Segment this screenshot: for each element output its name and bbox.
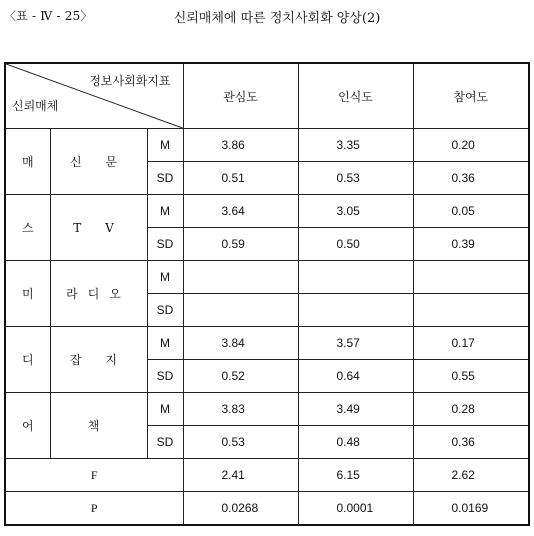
value-cell: 0.28 <box>413 393 529 426</box>
value-cell: 0.53 <box>298 162 413 195</box>
value-cell: 0.55 <box>413 360 529 393</box>
media-name-cell: 신 문 <box>50 129 147 195</box>
table-row <box>5 195 529 228</box>
value-cell: 0.59 <box>183 228 298 261</box>
group-label-char: 디 <box>5 327 50 393</box>
value-cell <box>183 261 298 294</box>
value-cell: 3.84 <box>183 327 298 360</box>
footer-value-cell: 0.0001 <box>298 492 413 526</box>
value-cell: 3.86 <box>183 129 298 162</box>
value-cell: 0.64 <box>298 360 413 393</box>
group-label-char: 어 <box>5 393 50 459</box>
table-row <box>5 261 529 294</box>
table-row <box>5 393 529 426</box>
table-number-label: 〈표 - Ⅳ - 25〉 <box>4 9 93 23</box>
value-cell: 0.17 <box>413 327 529 360</box>
value-cell <box>298 294 413 327</box>
stat-label-cell: M <box>147 129 183 162</box>
value-cell: 0.52 <box>183 360 298 393</box>
footer-label-cell: F <box>5 459 183 492</box>
stat-label-cell: M <box>147 393 183 426</box>
stat-label-cell: M <box>147 327 183 360</box>
value-cell: 0.36 <box>413 426 529 459</box>
document-header <box>0 0 534 40</box>
corner-label-media: 신뢰매체 <box>12 99 59 113</box>
footer-row <box>5 492 529 526</box>
value-cell: 0.51 <box>183 162 298 195</box>
footer-value-cell: 0.0268 <box>183 492 298 526</box>
value-cell <box>298 261 413 294</box>
table-row <box>5 129 529 162</box>
group-label-char: 매 <box>5 129 50 195</box>
footer-row <box>5 459 529 492</box>
value-cell <box>183 294 298 327</box>
table-body <box>5 63 529 525</box>
column-header-awareness: 인식도 <box>298 63 413 129</box>
value-cell: 3.05 <box>298 195 413 228</box>
footer-value-cell: 2.62 <box>413 459 529 492</box>
footer-value-cell: 2.41 <box>183 459 298 492</box>
stat-label-cell: SD <box>147 426 183 459</box>
value-cell: 0.39 <box>413 228 529 261</box>
footer-label-cell: P <box>5 492 183 526</box>
group-label-char: 미 <box>5 261 50 327</box>
table-row <box>5 327 529 360</box>
value-cell: 3.64 <box>183 195 298 228</box>
value-cell: 3.83 <box>183 393 298 426</box>
value-cell: 0.53 <box>183 426 298 459</box>
value-cell <box>413 294 529 327</box>
value-cell: 0.50 <box>298 228 413 261</box>
corner-diagonal-cell <box>5 63 183 129</box>
media-name-cell: 라디오 <box>50 261 147 327</box>
stat-label-cell: SD <box>147 228 183 261</box>
statistics-table <box>4 62 530 526</box>
value-cell: 0.48 <box>298 426 413 459</box>
value-cell: 0.20 <box>413 129 529 162</box>
column-header-participation: 참여도 <box>413 63 529 129</box>
media-name-cell: 잡 지 <box>50 327 147 393</box>
footer-value-cell: 6.15 <box>298 459 413 492</box>
stat-label-cell: SD <box>147 294 183 327</box>
stat-label-cell: M <box>147 195 183 228</box>
value-cell: 3.35 <box>298 129 413 162</box>
value-cell <box>413 261 529 294</box>
value-cell: 0.36 <box>413 162 529 195</box>
value-cell: 3.49 <box>298 393 413 426</box>
value-cell: 0.05 <box>413 195 529 228</box>
media-name-cell: 책 <box>50 393 147 459</box>
stat-label-cell: SD <box>147 162 183 195</box>
group-label-char: 스 <box>5 195 50 261</box>
media-name-cell: T V <box>50 195 147 261</box>
corner-label-indicator: 정보사회화지표 <box>89 74 171 88</box>
footer-value-cell: 0.0169 <box>413 492 529 526</box>
column-header-interest: 관심도 <box>183 63 298 129</box>
stat-label-cell: SD <box>147 360 183 393</box>
value-cell: 3.57 <box>298 327 413 360</box>
header-row <box>5 63 529 129</box>
table-title: 신뢰매체에 따른 정치사회화 양상(2) <box>173 11 381 26</box>
stat-label-cell: M <box>147 261 183 294</box>
